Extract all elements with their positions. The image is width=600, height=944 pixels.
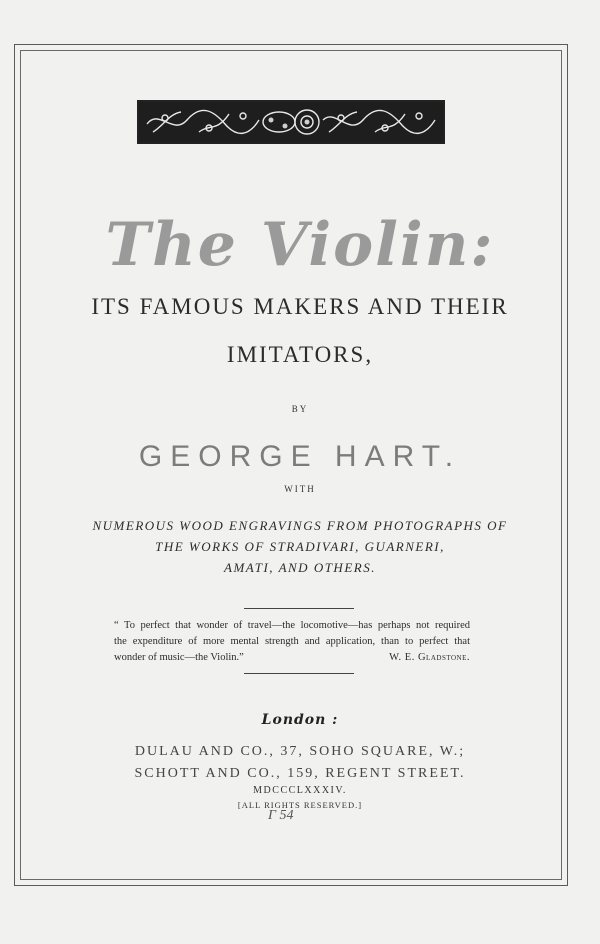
publication-year: MDCCCLXXXIV. <box>253 785 347 796</box>
publication-place: London : <box>261 712 339 728</box>
epigraph-quote <box>114 618 470 666</box>
divider-rule-top <box>244 608 354 609</box>
divider-rule-bottom <box>244 673 354 674</box>
quote-line-1: “ To perfect that wonder of travel—the locomotive—has perhaps not required <box>114 620 470 631</box>
handwritten-shelf-mark: Γ 54 <box>268 808 294 823</box>
publisher-line-1: DULAU AND CO., 37, SOHO SQUARE, W.; <box>134 744 466 759</box>
author-name: GEORGE HART. <box>138 440 462 473</box>
quote-line-3-row <box>114 650 470 666</box>
with-label: WITH <box>284 484 316 494</box>
rights-notice: [ALL RIGHTS RESERVED.] <box>237 800 363 810</box>
by-label: BY <box>291 404 309 414</box>
quote-line-2: the expenditure of more mental strength and application, than to perfect that <box>114 636 470 647</box>
publisher-line-2: SCHOTT AND CO., 159, REGENT STREET. <box>134 766 466 781</box>
description-line-3: AMATI, AND OTHERS. <box>224 560 376 575</box>
quote-attribution: W. E. Gladstone. <box>389 652 470 663</box>
subtitle-line-2: IMITATORS, <box>226 342 374 367</box>
quote-line-3: wonder of music—the Violin.” <box>114 652 244 663</box>
book-title: The Violin: <box>105 210 495 280</box>
description-line-2: THE WORKS OF STRADIVARI, GUARNERI, <box>155 539 445 554</box>
description-line-1: NUMEROUS WOOD ENGRAVINGS FROM PHOTOGRAPHS OF <box>92 518 508 533</box>
decorative-headpiece-ornament <box>137 100 445 144</box>
subtitle-line-1: ITS FAMOUS MAKERS AND THEIR <box>91 294 509 319</box>
